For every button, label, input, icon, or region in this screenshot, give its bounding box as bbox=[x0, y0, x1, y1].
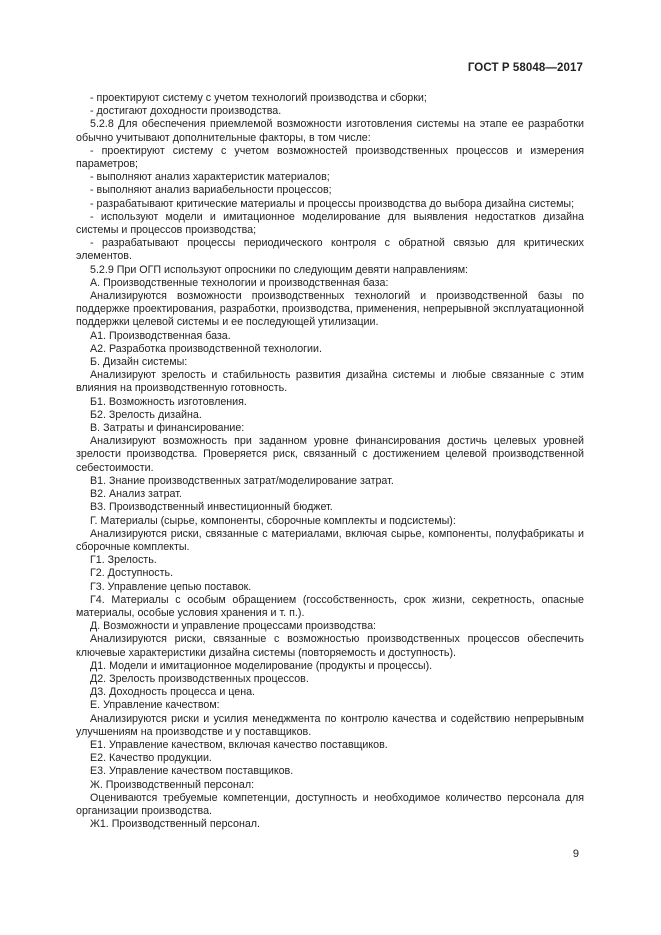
paragraph: Анализируют зрелость и стабильность развития дизайна системы и любые связанные с этим влияния на производственную готовность. bbox=[76, 369, 584, 395]
paragraph: Анализируются риски, связанные с возможностью производственных процессов обеспечить ключевые характеристики дизайна системы (повторяемость и доступность). bbox=[76, 633, 584, 659]
paragraph: Анализируют возможность при заданном уровне финансирования достичь целевых уровней зрелости производства. Проверяется риск, связанный с достижением целевой производственной себестоимости. bbox=[76, 435, 584, 474]
paragraph: - выполняют анализ вариабельности процессов; bbox=[90, 184, 332, 197]
section-heading: В. Затраты и финансирование: bbox=[90, 422, 245, 435]
paragraph: - достигают доходности производства. bbox=[90, 105, 282, 118]
list-item: Е1. Управление качеством, включая качество поставщиков. bbox=[90, 738, 388, 751]
list-item: Д1. Модели и имитационное моделирование (продукты и процессы). bbox=[90, 659, 433, 672]
list-item: Д3. Доходность процесса и цена. bbox=[90, 686, 256, 699]
section-heading: Ж. Производственный персонал: bbox=[90, 778, 255, 791]
standard-designation: ГОСТ Р 58048—2017 bbox=[467, 62, 583, 74]
paragraph: Анализируются риски, связанные с материалами, включая сырье, компоненты, полуфабрикаты и сборочные комплекты. bbox=[76, 527, 584, 553]
list-item: В3. Производственный инвестиционный бюджет. bbox=[90, 501, 333, 514]
paragraph: - разрабатывают критические материалы и процессы производства до выбора дизайна системы; bbox=[90, 197, 575, 210]
list-item: Д2. Зрелость производственных процессов. bbox=[90, 672, 309, 685]
paragraph: Анализируются возможности производственных технологий и производственной базы по поддержке проектирования, разработки, производства, применения, непрерывной эксплуатационной поддержки целевой системы и ее последующей утилизации. bbox=[76, 290, 584, 329]
paragraph: 5.2.9 При ОГП используют опросники по следующим девяти направлениям: bbox=[90, 263, 469, 276]
page-number: 9 bbox=[572, 848, 579, 860]
paragraph: Анализируются риски и усилия менеджмента по контролю качества и содействию непрерывным улучшениям на производстве и у поставщиков. bbox=[76, 712, 584, 738]
list-item: Б1. Возможность изготовления. bbox=[90, 395, 247, 408]
list-item: Г1. Зрелость. bbox=[90, 554, 157, 567]
paragraph: - выполняют анализ характеристик материалов; bbox=[90, 171, 330, 184]
paragraph: - проектируют систему с учетом возможностей производственных процессов и измерения параметров; bbox=[76, 144, 584, 171]
section-heading: Е. Управление качеством: bbox=[90, 699, 220, 712]
paragraph: - используют модели и имитационное моделирование для выявления недостатков дизайна системы и процессов производства; bbox=[76, 210, 584, 237]
section-heading: Б. Дизайн системы: bbox=[90, 356, 188, 369]
list-item: А1. Производственная база. bbox=[90, 329, 231, 342]
list-item: Е3. Управление качеством поставщиков. bbox=[90, 765, 294, 778]
list-item: Г2. Доступность. bbox=[90, 567, 174, 580]
list-item: А2. Разработка производственной технологии. bbox=[90, 342, 322, 355]
section-heading: А. Производственные технологии и производственная база: bbox=[90, 276, 389, 289]
list-item: Е2. Качество продукции. bbox=[90, 752, 212, 765]
list-item: Ж1. Производственный персонал. bbox=[90, 818, 260, 831]
list-item: В1. Знание производственных затрат/моделирование затрат. bbox=[90, 474, 394, 487]
section-heading: Д. Возможности и управление процессами производства: bbox=[90, 620, 377, 633]
section-heading: Г. Материалы (сырье, компоненты, сборочные комплекты и подсистемы): bbox=[90, 514, 456, 527]
paragraph: - разрабатывают процессы периодического контроля с обратной связью для критических элементов. bbox=[76, 237, 584, 263]
list-item: Г3. Управление цепью поставок. bbox=[90, 580, 252, 593]
paragraph: Оцениваются требуемые компетенции, доступность и необходимое количество персонала для организации производства. bbox=[76, 791, 584, 817]
body-text bbox=[76, 92, 584, 831]
list-item: Б2. Зрелость дизайна. bbox=[90, 408, 202, 421]
list-item: Г4. Материалы с особым обращением (госсобственность, срок жизни, секретность, опасные материалы, особые условия хранения и т. п.). bbox=[76, 593, 584, 619]
paragraph: 5.2.8 Для обеспечения приемлемой возможности изготовления системы на этапе ее разработки обычно учитывают дополнительные факторы, в том числе: bbox=[76, 118, 584, 144]
paragraph: - проектируют систему с учетом технологий производства и сборки; bbox=[90, 92, 427, 104]
list-item: В2. Анализ затрат. bbox=[90, 488, 182, 501]
